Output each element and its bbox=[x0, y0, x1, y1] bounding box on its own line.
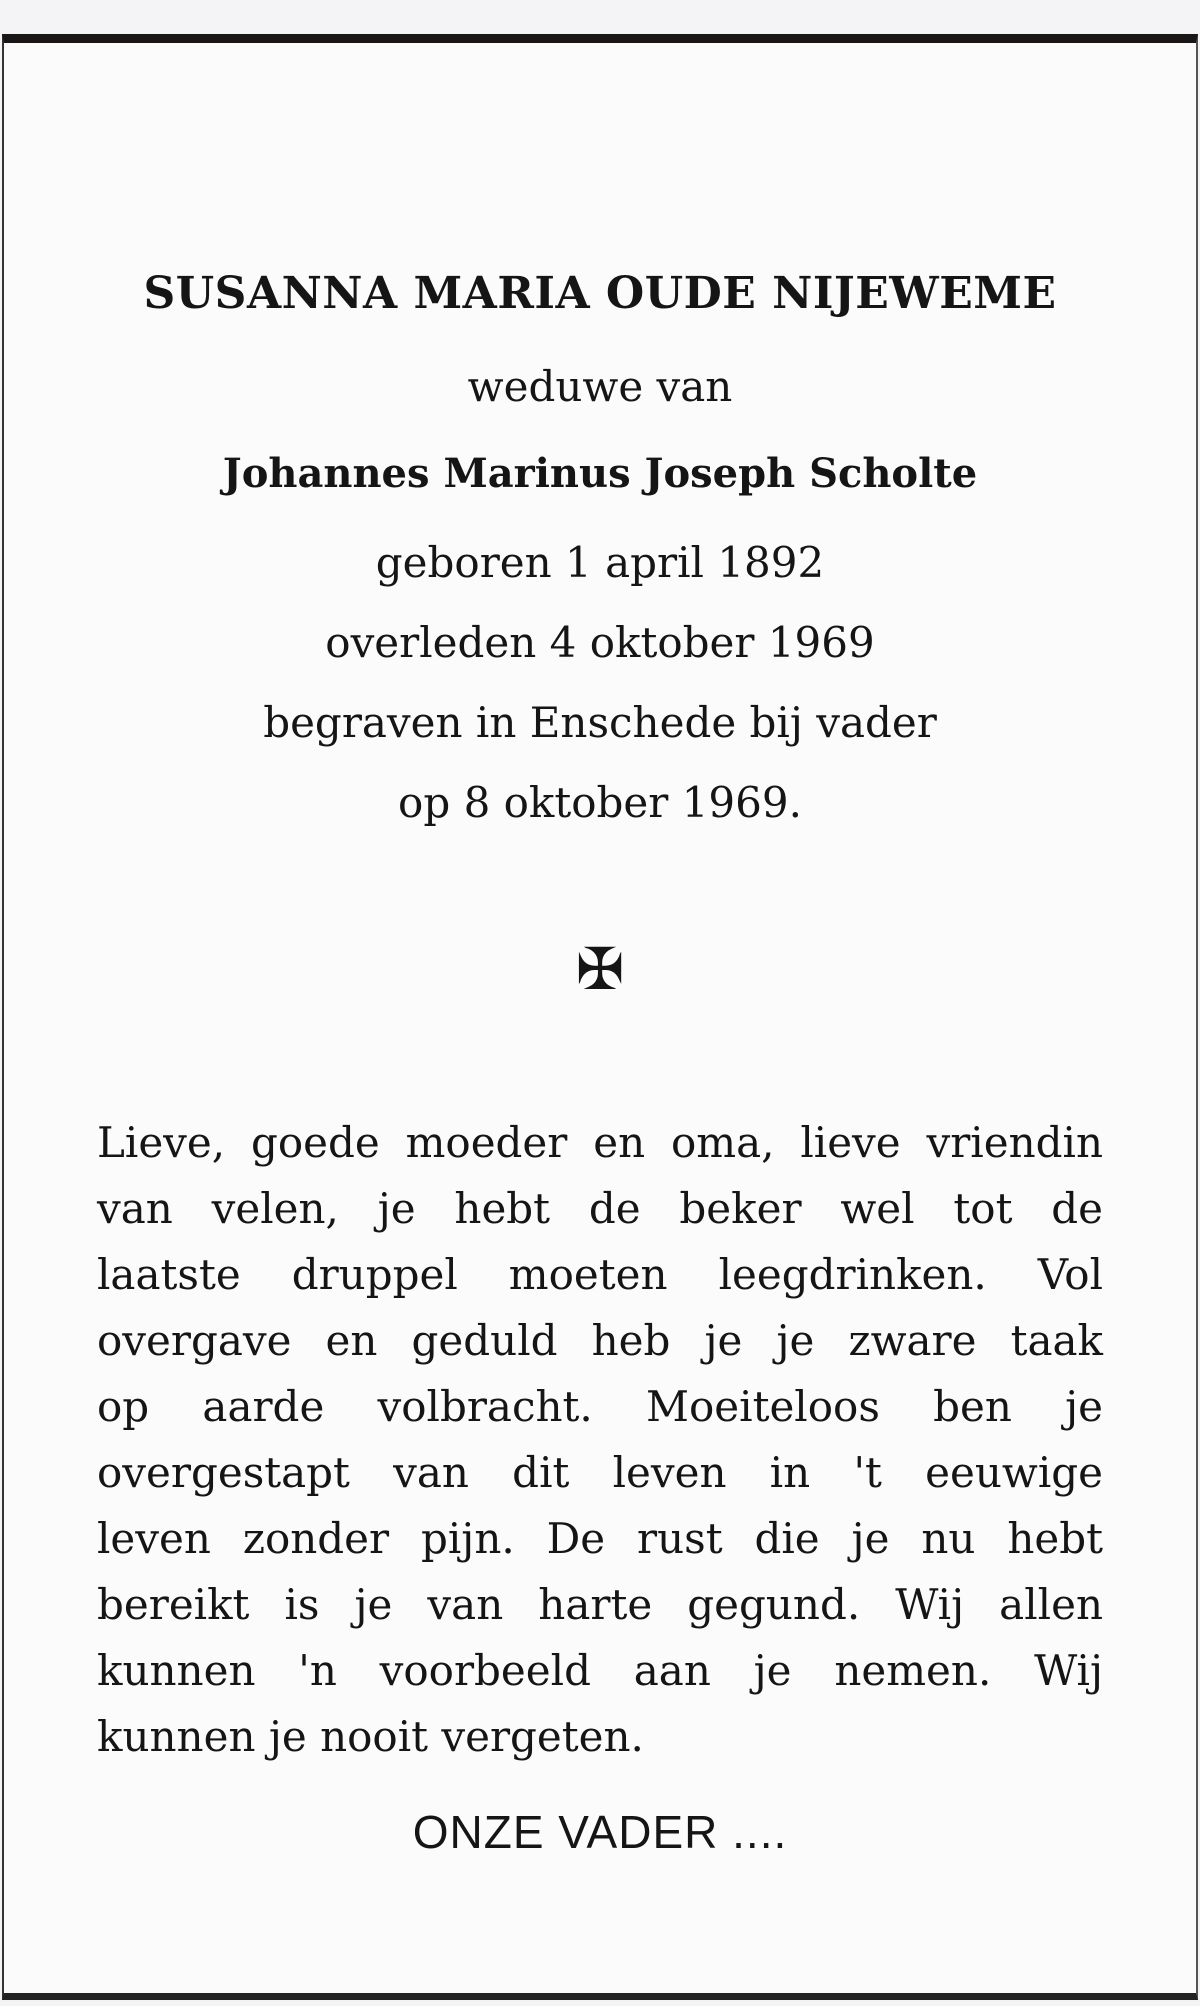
death-date: overleden 4 oktober 1969 bbox=[325, 618, 875, 667]
tribute-paragraph bbox=[97, 1110, 1103, 1770]
tribute-line: bereikt is je van harte gegund. Wij allen bbox=[97, 1580, 1103, 1629]
tribute-line: kunnen je nooit vergeten. bbox=[97, 1712, 644, 1761]
cross-icon: ✠ bbox=[575, 935, 625, 1003]
deceased-name: SUSANNA MARIA OUDE NIJEWEME bbox=[143, 268, 1057, 319]
birth-date: geboren 1 april 1892 bbox=[375, 538, 825, 587]
tribute-line: leven zonder pijn. De rust die je nu hebt bbox=[97, 1514, 1103, 1563]
tribute-line: van velen, je hebt de beker wel tot de bbox=[97, 1184, 1103, 1233]
tribute-line: Lieve, goede moeder en oma, lieve vriendin bbox=[97, 1118, 1103, 1167]
tribute-line: kunnen 'n voorbeeld aan je nemen. Wij bbox=[97, 1646, 1103, 1695]
relation-text: weduwe van bbox=[467, 362, 733, 411]
prayer-text: ONZE VADER .... bbox=[412, 1806, 788, 1858]
burial-date: op 8 oktober 1969. bbox=[398, 778, 802, 827]
tribute-line: op aarde volbracht. Moeiteloos ben je bbox=[97, 1382, 1103, 1431]
tribute-line: overgestapt van dit leven in 't eeuwige bbox=[97, 1448, 1103, 1497]
burial-place: begraven in Enschede bij vader bbox=[263, 698, 937, 747]
tribute-line: laatste druppel moeten leegdrinken. Vol bbox=[97, 1250, 1103, 1299]
tribute-line: overgave en geduld heb je je zware taak bbox=[97, 1316, 1103, 1365]
spouse-name: Johannes Marinus Joseph Scholte bbox=[222, 450, 978, 497]
